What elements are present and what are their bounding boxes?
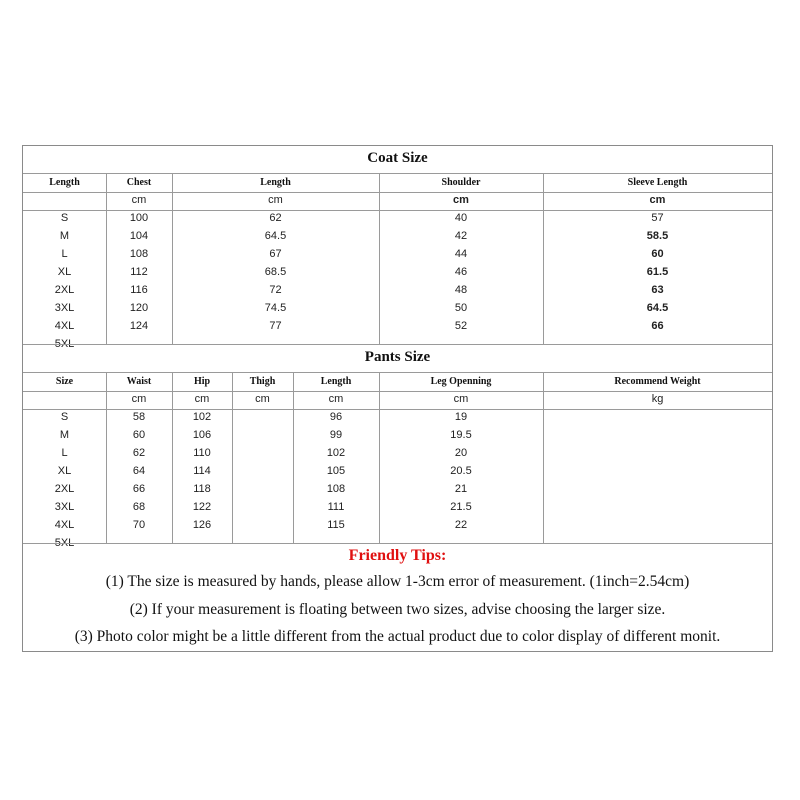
pants-data-cell: 19 bbox=[454, 411, 468, 423]
pants-col-divider bbox=[232, 372, 233, 543]
pants-data-cell: 102 bbox=[326, 447, 346, 459]
pants-data-cell: 110 bbox=[193, 447, 211, 459]
pants-data-cell: 60 bbox=[132, 429, 146, 441]
pants-data-cell bbox=[232, 463, 293, 480]
pants-unit-cell: cm bbox=[194, 393, 210, 405]
pants-data-cell: 68 bbox=[132, 501, 146, 513]
coat-data-cell: 77 bbox=[269, 320, 282, 332]
pants-data-cell bbox=[543, 463, 772, 480]
pants-data-cell: 3XL bbox=[54, 501, 75, 513]
pants-data-cell bbox=[543, 517, 772, 534]
pants-data-cell bbox=[232, 481, 293, 498]
pants-data-cell: 102 bbox=[192, 411, 212, 423]
coat-data-cell: XL bbox=[57, 266, 72, 278]
pants-col-divider bbox=[293, 372, 294, 543]
coat-col-header: Shoulder bbox=[441, 177, 481, 188]
pants-data-cell: 58 bbox=[132, 411, 146, 423]
coat-data-cell: 46 bbox=[454, 266, 468, 278]
pants-col-header: Leg Openning bbox=[430, 376, 492, 387]
coat-data-cell: 60 bbox=[651, 248, 664, 260]
pants-data-cell: 96 bbox=[329, 411, 343, 423]
coat-data-cell: 100 bbox=[129, 212, 149, 224]
pants-data-cell: 111 bbox=[327, 501, 345, 513]
pants-unit-cell: kg bbox=[651, 393, 664, 405]
pants-bottom-divider bbox=[23, 543, 772, 544]
coat-data-cell: 58.5 bbox=[646, 230, 669, 242]
pants-data-cell bbox=[232, 427, 293, 444]
coat-data-cell: 67 bbox=[269, 248, 282, 260]
tip-line-1: (1) The size is measured by hands, please allow 1-3cm error of measurement. (1inch=2.54cm) bbox=[105, 573, 690, 590]
coat-data-cell: 40 bbox=[454, 212, 468, 224]
coat-data-cell: 57 bbox=[651, 212, 664, 224]
coat-col-header: Length bbox=[49, 177, 80, 188]
coat-data-cell: 120 bbox=[129, 302, 149, 314]
pants-col-divider bbox=[106, 372, 107, 543]
pants-row-divider bbox=[23, 391, 772, 392]
pants-col-header: Length bbox=[320, 376, 352, 387]
pants-data-cell: 21.5 bbox=[450, 501, 472, 513]
coat-data-cell: 5XL bbox=[54, 338, 75, 350]
coat-data-cell: 61.5 bbox=[646, 266, 669, 278]
coat-data-cell: 66 bbox=[651, 320, 664, 332]
pants-unit-cell: cm bbox=[131, 393, 147, 405]
pants-size-title: Pants Size bbox=[364, 349, 431, 365]
pants-data-cell: 20.5 bbox=[450, 465, 472, 477]
pants-unit-cell: cm bbox=[453, 393, 469, 405]
coat-data-cell: 50 bbox=[454, 302, 468, 314]
coat-unit-cell: cm bbox=[131, 194, 147, 206]
coat-unit-cell bbox=[23, 192, 106, 209]
pants-data-cell: 64 bbox=[132, 465, 146, 477]
pants-col-header: Recommend Weight bbox=[614, 376, 701, 387]
pants-data-cell: S bbox=[60, 411, 69, 423]
pants-data-cell: 118 bbox=[193, 483, 211, 495]
coat-data-cell: 64.5 bbox=[646, 302, 669, 314]
pants-data-cell bbox=[543, 499, 772, 516]
coat-col-divider bbox=[172, 173, 173, 344]
pants-data-cell: 2XL bbox=[54, 483, 75, 495]
pants-data-cell: 21 bbox=[454, 483, 468, 495]
pants-data-cell: M bbox=[59, 429, 70, 441]
pants-col-header: Hip bbox=[193, 376, 211, 387]
pants-data-cell: 114 bbox=[193, 465, 211, 477]
coat-data-cell: 116 bbox=[130, 284, 148, 296]
coat-data-cell: 3XL bbox=[54, 302, 75, 314]
coat-data-cell: 48 bbox=[454, 284, 468, 296]
coat-data-cell: 62 bbox=[269, 212, 282, 224]
coat-bottom-divider bbox=[23, 344, 772, 345]
pants-col-divider bbox=[379, 372, 380, 543]
pants-data-cell: 108 bbox=[326, 483, 346, 495]
coat-data-cell: 64.5 bbox=[264, 230, 287, 242]
friendly-tips-title: Friendly Tips: bbox=[348, 547, 447, 564]
tip-line-3: (3) Photo color might be a little different from the actual product due to color display of different monit. bbox=[74, 628, 721, 645]
pants-title-divider bbox=[23, 372, 772, 373]
pants-col-header: Size bbox=[55, 376, 74, 387]
coat-data-cell: 4XL bbox=[54, 320, 75, 332]
pants-col-divider bbox=[543, 372, 544, 543]
coat-col-divider bbox=[379, 173, 380, 344]
coat-data-cell: L bbox=[61, 248, 68, 260]
size-chart bbox=[22, 145, 773, 652]
pants-data-cell: 4XL bbox=[54, 519, 75, 531]
pants-data-cell bbox=[232, 409, 293, 426]
coat-col-divider bbox=[106, 173, 107, 344]
coat-unit-cell: cm bbox=[649, 194, 666, 206]
coat-data-cell: 74.5 bbox=[264, 302, 287, 314]
coat-row-divider bbox=[23, 210, 772, 211]
pants-unit-cell bbox=[23, 391, 106, 408]
pants-data-cell: 70 bbox=[132, 519, 146, 531]
pants-col-divider bbox=[172, 372, 173, 543]
pants-data-cell: XL bbox=[57, 465, 72, 477]
coat-col-divider bbox=[543, 173, 544, 344]
pants-data-cell bbox=[543, 409, 772, 426]
coat-data-cell: 72 bbox=[269, 284, 282, 296]
pants-data-cell: 122 bbox=[192, 501, 212, 513]
pants-data-cell: 99 bbox=[329, 429, 343, 441]
pants-data-cell: 5XL bbox=[54, 537, 75, 549]
coat-data-cell: 42 bbox=[454, 230, 468, 242]
coat-data-cell: M bbox=[59, 230, 70, 242]
coat-title-divider bbox=[23, 173, 772, 174]
pants-data-cell bbox=[232, 499, 293, 516]
coat-size-title: Coat Size bbox=[367, 150, 428, 166]
coat-col-header: Chest bbox=[126, 177, 152, 188]
coat-data-cell: 2XL bbox=[54, 284, 75, 296]
pants-data-cell bbox=[543, 427, 772, 444]
coat-data-cell: 63 bbox=[651, 284, 664, 296]
pants-col-header: Thigh bbox=[249, 376, 276, 387]
pants-data-cell: 66 bbox=[132, 483, 146, 495]
coat-data-cell: 52 bbox=[454, 320, 468, 332]
pants-data-cell: 20 bbox=[454, 447, 468, 459]
pants-data-cell: 105 bbox=[326, 465, 346, 477]
pants-data-cell: 126 bbox=[192, 519, 212, 531]
pants-data-cell: 19.5 bbox=[450, 429, 472, 441]
pants-data-cell bbox=[232, 517, 293, 534]
pants-data-cell: 106 bbox=[192, 429, 212, 441]
pants-data-cell bbox=[232, 445, 293, 462]
pants-data-cell: L bbox=[61, 447, 68, 459]
coat-data-cell: 108 bbox=[129, 248, 149, 260]
coat-data-cell: 44 bbox=[454, 248, 468, 260]
tip-line-2: (2) If your measurement is floating between two sizes, advise choosing the larger size. bbox=[129, 601, 666, 618]
pants-data-cell: 115 bbox=[327, 519, 345, 531]
pants-col-header: Waist bbox=[126, 376, 152, 387]
coat-data-cell: 68.5 bbox=[264, 266, 287, 278]
coat-data-cell: 104 bbox=[129, 230, 149, 242]
pants-unit-cell: cm bbox=[328, 393, 344, 405]
pants-unit-cell: cm bbox=[255, 393, 270, 405]
pants-data-cell bbox=[543, 445, 772, 462]
pants-row-divider bbox=[23, 409, 772, 410]
coat-row-divider bbox=[23, 192, 772, 193]
coat-data-cell: 124 bbox=[129, 320, 149, 332]
coat-data-cell: 112 bbox=[130, 266, 148, 278]
pants-data-cell: 62 bbox=[132, 447, 146, 459]
coat-data-cell: S bbox=[60, 212, 69, 224]
coat-col-header: Sleeve Length bbox=[627, 177, 688, 188]
coat-col-header: Length bbox=[260, 177, 291, 188]
coat-unit-cell: cm bbox=[268, 194, 283, 206]
coat-unit-cell: cm bbox=[453, 194, 469, 206]
pants-data-cell: 22 bbox=[454, 519, 468, 531]
pants-data-cell bbox=[543, 481, 772, 498]
